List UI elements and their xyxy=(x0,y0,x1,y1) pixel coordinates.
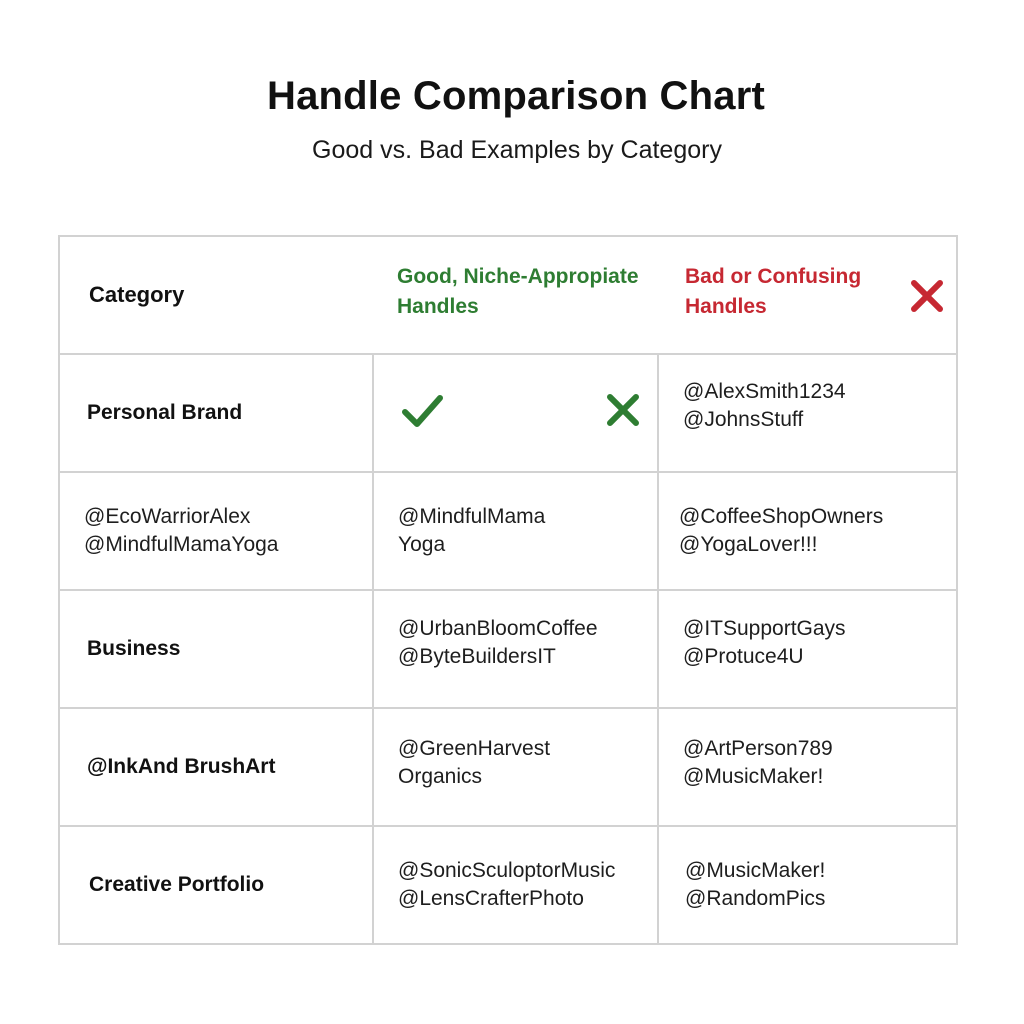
handle-text: @EcoWarriorAlex xyxy=(84,505,251,528)
handle-text: @JohnsStuff xyxy=(683,408,804,431)
category-label: Personal Brand xyxy=(87,401,243,424)
comparison-table xyxy=(58,235,958,945)
bad-handles xyxy=(659,503,956,559)
good-cell xyxy=(373,708,658,826)
handle-text: @AlexSmith1234 xyxy=(683,380,846,403)
handle-text: @MindfulMamaYoga xyxy=(84,533,279,556)
handle-text: @LensCrafterPhoto xyxy=(398,887,584,910)
cross-icon xyxy=(910,279,944,313)
good-cell xyxy=(373,354,658,472)
bad-handles xyxy=(659,857,956,913)
header-bad: Bad or Confusing Handles xyxy=(685,265,862,318)
category-cell xyxy=(59,590,373,708)
good-handles xyxy=(374,735,657,791)
good-cell xyxy=(373,826,658,944)
category-label: Business xyxy=(87,637,181,660)
category-handles xyxy=(60,503,372,559)
header-category: Category xyxy=(89,282,185,307)
handle-text: @RandomPics xyxy=(685,887,826,910)
good-handles xyxy=(374,503,657,559)
category-cell xyxy=(59,354,373,472)
table-row xyxy=(59,826,957,944)
handle-text: @ArtPerson789 xyxy=(683,737,833,760)
handle-text: @YogaLover!!! xyxy=(679,533,818,556)
bad-cell xyxy=(658,354,957,472)
handle-text: @SonicSculoptorMusic xyxy=(398,859,616,882)
good-cell xyxy=(373,472,658,590)
handle-text: @MusicMaker! xyxy=(685,859,826,882)
category-label: @InkAnd BrushArt xyxy=(87,755,276,778)
table-row xyxy=(59,354,957,472)
bad-handles xyxy=(659,615,956,671)
handle-text: Yoga xyxy=(398,533,446,556)
bad-cell xyxy=(658,708,957,826)
handle-text: @UrbanBloomCoffee xyxy=(398,617,598,640)
table-row xyxy=(59,472,957,590)
page-title: Handle Comparison Chart xyxy=(267,74,765,118)
good-handles xyxy=(374,615,657,671)
handle-text: @MusicMaker! xyxy=(683,765,824,788)
handle-text: @Protuce4U xyxy=(683,645,804,668)
table-row xyxy=(59,590,957,708)
bad-cell xyxy=(658,590,957,708)
handle-text: @CoffeeShopOwners xyxy=(679,505,884,528)
handle-text: @GreenHarvest xyxy=(398,737,551,760)
bad-cell xyxy=(658,472,957,590)
bad-cell xyxy=(658,826,957,944)
cross-icon xyxy=(604,391,642,429)
handle-text: @ITSupportGays xyxy=(683,617,846,640)
handle-text: @ByteBuildersIT xyxy=(398,645,556,668)
bad-handles xyxy=(659,735,956,791)
page-subtitle: Good vs. Bad Examples by Category xyxy=(312,136,722,164)
table-header-row xyxy=(59,236,957,354)
handle-text: Organics xyxy=(398,765,483,788)
good-handles xyxy=(374,857,657,913)
category-cell xyxy=(59,708,373,826)
bad-handles xyxy=(659,378,956,434)
good-cell xyxy=(373,590,658,708)
category-cell xyxy=(59,826,373,944)
category-label: Creative Portfolio xyxy=(89,873,265,896)
table-row xyxy=(59,708,957,826)
category-cell xyxy=(59,472,373,590)
header-cell xyxy=(59,236,957,354)
check-icon xyxy=(400,390,444,434)
handle-text: @MindfulMama xyxy=(398,505,546,528)
header-good: Good, Niche-Appropiate Handles xyxy=(397,265,639,318)
